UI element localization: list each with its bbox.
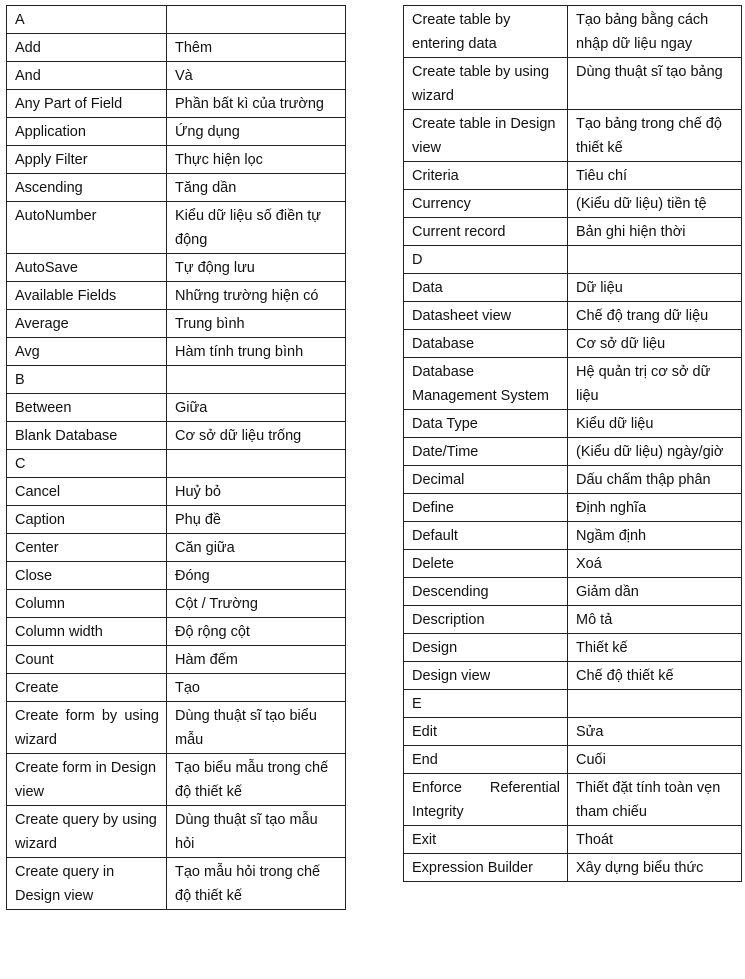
term-cell: Average [7,310,167,338]
meaning-cell: Kiểu dữ liệu [568,410,742,438]
meaning-cell: (Kiểu dữ liệu) tiền tệ [568,190,742,218]
meaning-cell: Xoá [568,550,742,578]
table-row [7,478,346,506]
meaning-cell: Sửa [568,718,742,746]
term-cell: Add [7,34,167,62]
table-row [404,718,742,746]
meaning-cell: Giữa [167,394,346,422]
meaning-cell: Dùng thuật sĩ tạo mẫu hỏi [167,806,346,858]
table-row [404,218,742,246]
table-row [7,90,346,118]
glossary-table-left [6,5,346,910]
table-row [404,606,742,634]
meaning-cell: Kiểu dữ liệu số điền tự động [167,202,346,254]
term-cell: Create query in Design view [7,858,167,910]
term-cell: Application [7,118,167,146]
meaning-cell: Chế độ thiết kế [568,662,742,690]
table-row [7,146,346,174]
table-row [7,174,346,202]
term-cell: E [404,690,568,718]
meaning-cell: Tự động lưu [167,254,346,282]
meaning-cell: Tạo bảng bằng cách nhập dữ liệu ngay [568,6,742,58]
table-row [7,806,346,858]
meaning-cell: Chế độ trang dữ liệu [568,302,742,330]
meaning-cell [167,450,346,478]
table-row [404,162,742,190]
term-cell: Data [404,274,568,302]
table-row [7,202,346,254]
table-row [404,302,742,330]
meaning-cell: Xây dựng biểu thức [568,854,742,882]
table-row [404,774,742,826]
glossary-table-right [403,5,742,882]
term-cell: Database Management System [404,358,568,410]
meaning-cell: (Kiểu dữ liệu) ngày/giờ [568,438,742,466]
table-row [7,858,346,910]
table-row [404,274,742,302]
term-cell: Count [7,646,167,674]
term-cell: Create form by using wizard [7,702,167,754]
meaning-cell: Cơ sở dữ liệu trống [167,422,346,450]
table-row [7,394,346,422]
meaning-cell: Giảm dần [568,578,742,606]
meaning-cell: Tạo [167,674,346,702]
term-cell: Define [404,494,568,522]
term-cell: Cancel [7,478,167,506]
term-cell: End [404,746,568,774]
term-cell: Edit [404,718,568,746]
meaning-cell: Thiết đặt tính toàn vẹn tham chiếu [568,774,742,826]
term-cell: Create form in Design view [7,754,167,806]
table-row [7,422,346,450]
term-cell: Design [404,634,568,662]
term-cell: Caption [7,506,167,534]
term-cell: Delete [404,550,568,578]
term-cell: Default [404,522,568,550]
meaning-cell: Dữ liệu [568,274,742,302]
term-cell: A [7,6,167,34]
term-cell: Avg [7,338,167,366]
term-cell: Descending [404,578,568,606]
table-row [404,854,742,882]
table-row [7,366,346,394]
table-row [404,246,742,274]
term-cell: Any Part of Field [7,90,167,118]
table-row [404,578,742,606]
term-cell: AutoSave [7,254,167,282]
table-row [404,330,742,358]
meaning-cell: Tạo mẫu hỏi trong chế độ thiết kế [167,858,346,910]
meaning-cell: Ngầm định [568,522,742,550]
table-row [404,494,742,522]
table-row [7,450,346,478]
meaning-cell: Và [167,62,346,90]
table-row [7,754,346,806]
meaning-cell [167,6,346,34]
table-row [7,562,346,590]
term-cell: Create table by entering data [404,6,568,58]
meaning-cell: Thêm [167,34,346,62]
meaning-cell: Định nghĩa [568,494,742,522]
table-row [404,110,742,162]
table-row [404,746,742,774]
table-row [7,506,346,534]
table-row [404,358,742,410]
table-row [404,466,742,494]
term-cell: Create table by using wizard [404,58,568,110]
meaning-cell: Phần bất kì của trường [167,90,346,118]
table-row [404,58,742,110]
term-cell: B [7,366,167,394]
table-row [7,282,346,310]
meaning-cell: Huỷ bỏ [167,478,346,506]
meaning-cell: Thực hiện lọc [167,146,346,174]
term-cell: Create table in Design view [404,110,568,162]
term-cell: Datasheet view [404,302,568,330]
table-row [404,690,742,718]
meaning-cell: Cơ sở dữ liệu [568,330,742,358]
table-row [404,634,742,662]
table-row [7,590,346,618]
meaning-cell: Tiêu chí [568,162,742,190]
meaning-cell: Độ rộng cột [167,618,346,646]
meaning-cell: Đóng [167,562,346,590]
term-cell: Column [7,590,167,618]
table-row [404,410,742,438]
term-cell: Apply Filter [7,146,167,174]
table-row [7,646,346,674]
term-cell: C [7,450,167,478]
table-row [7,34,346,62]
term-cell: Close [7,562,167,590]
table-row [7,62,346,90]
meaning-cell: Mô tả [568,606,742,634]
table-row [7,338,346,366]
table-row [404,826,742,854]
term-cell: D [404,246,568,274]
meaning-cell: Hàm đếm [167,646,346,674]
meaning-cell: Trung bình [167,310,346,338]
table-row [7,118,346,146]
term-cell: And [7,62,167,90]
term-cell: Current record [404,218,568,246]
meaning-cell: Những trường hiện có [167,282,346,310]
meaning-cell: Hàm tính trung bình [167,338,346,366]
term-cell: Decimal [404,466,568,494]
meaning-cell: Dùng thuật sĩ tạo biểu mẫu [167,702,346,754]
term-cell: Create query by using wizard [7,806,167,858]
term-cell: AutoNumber [7,202,167,254]
meaning-cell: Dùng thuật sĩ tạo bảng [568,58,742,110]
term-cell: Data Type [404,410,568,438]
term-cell: Expression Builder [404,854,568,882]
term-cell: Ascending [7,174,167,202]
term-cell: Column width [7,618,167,646]
term-cell: Available Fields [7,282,167,310]
table-row [404,438,742,466]
term-cell: Blank Database [7,422,167,450]
meaning-cell: Hệ quản trị cơ sở dữ liệu [568,358,742,410]
meaning-cell: Thoát [568,826,742,854]
table-row [7,310,346,338]
meaning-cell: Cột / Trường [167,590,346,618]
table-row [404,522,742,550]
term-cell: Criteria [404,162,568,190]
meaning-cell: Thiết kế [568,634,742,662]
meaning-cell: Ứng dụng [167,118,346,146]
table-row [404,550,742,578]
table-row [7,702,346,754]
table-row [404,662,742,690]
meaning-cell: Dấu chấm thập phân [568,466,742,494]
term-cell: Database [404,330,568,358]
term-cell: Exit [404,826,568,854]
table-row [7,674,346,702]
meaning-cell: Tăng dần [167,174,346,202]
meaning-cell: Cuối [568,746,742,774]
meaning-cell: Phụ đề [167,506,346,534]
meaning-cell: Tạo bảng trong chế độ thiết kế [568,110,742,162]
term-cell: Currency [404,190,568,218]
meaning-cell [167,366,346,394]
table-row [7,6,346,34]
table-row [7,618,346,646]
term-cell: Center [7,534,167,562]
meaning-cell: Bản ghi hiện thời [568,218,742,246]
table-row [7,254,346,282]
term-cell: Enforce Referential Integrity [404,774,568,826]
table-row [404,190,742,218]
meaning-cell: Căn giữa [167,534,346,562]
meaning-cell: Tạo biểu mẫu trong chế độ thiết kế [167,754,346,806]
term-cell: Description [404,606,568,634]
meaning-cell [568,246,742,274]
meaning-cell [568,690,742,718]
table-row [7,534,346,562]
term-cell: Design view [404,662,568,690]
table-row [404,6,742,58]
term-cell: Date/Time [404,438,568,466]
term-cell: Create [7,674,167,702]
term-cell: Between [7,394,167,422]
